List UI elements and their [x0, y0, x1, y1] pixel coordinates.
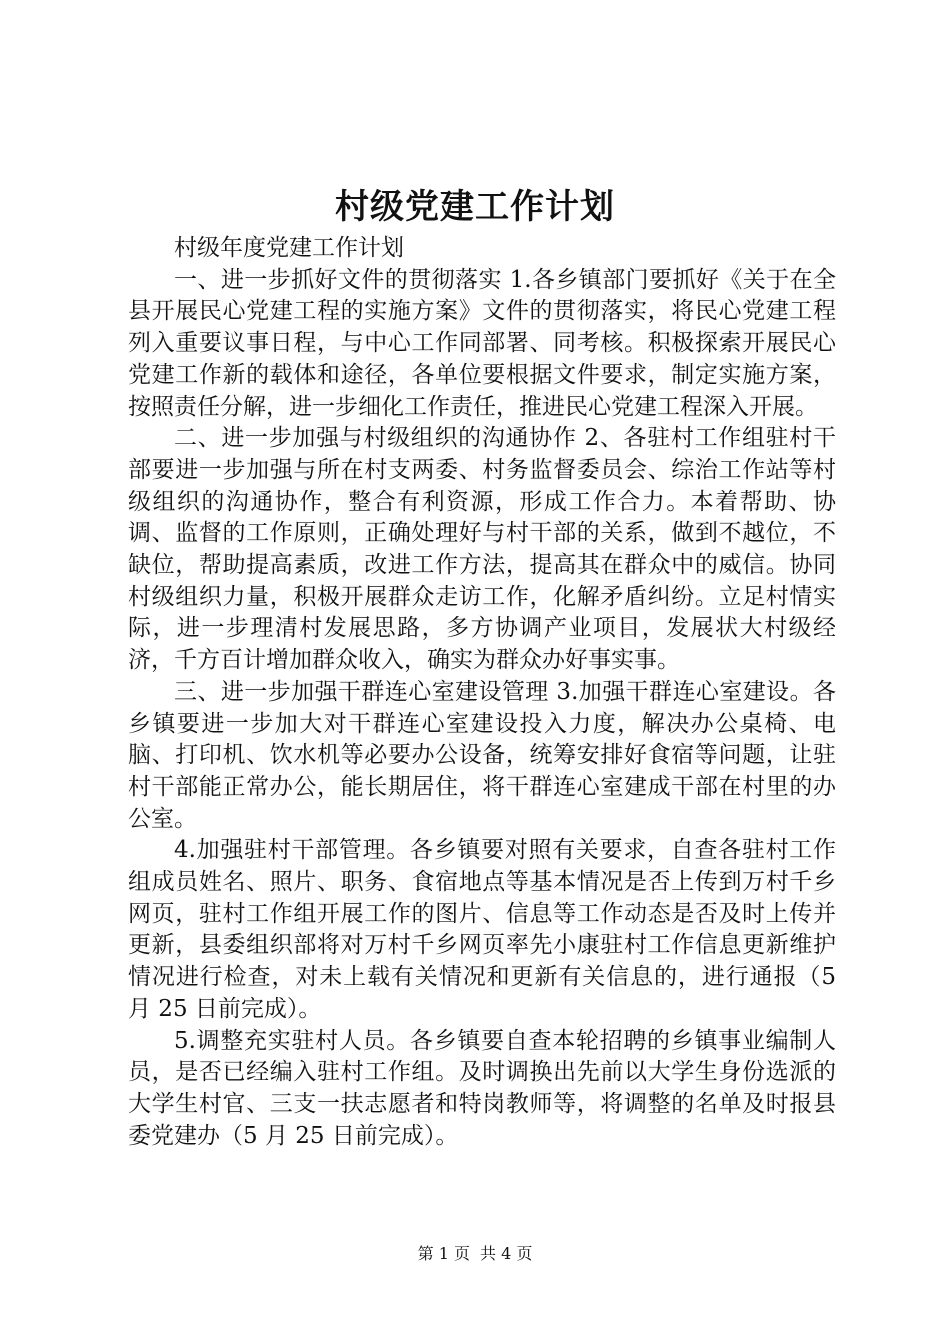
paragraph-item-5: 5.调整充实驻村人员。各乡镇要自查本轮招聘的乡镇事业编制人员，是否已经编入驻村工作组。及时调换出先前以大学生身份选派的大学生村官、三支一扶志愿者和特岗教师等，将调整的名单及时报县委党建办（5 月 25 日前完成）。 [128, 1027, 836, 1149]
document-body [128, 233, 836, 1152]
page-footer [0, 1243, 950, 1265]
page-number: 第 1 页 [417, 1244, 470, 1263]
page-total: 共 4 页 [480, 1244, 533, 1263]
paragraph-section-1: 一、进一步抓好文件的贯彻落实 1.各乡镇部门要抓好《关于在全县开展民心党建工程的实施方案》文件的贯彻落实，将民心党建工程列入重要议事日程，与中心工作同部署、同考核。积极探索开展民心党建工作新的载体和途径，各单位要根据文件要求，制定实施方案，按照责任分解，进一步细化工作责任，推进民心党建工程深入开展。 [128, 266, 836, 420]
paragraph-item-4: 4.加强驻村干部管理。各乡镇要对照有关要求，自查各驻村工作组成员姓名、照片、职务、食宿地点等基本情况是否上传到万村千乡网页，驻村工作组开展工作的图片、信息等工作动态是否及时上传并更新，县委组织部将对万村千乡网页率先小康驻村工作信息更新维护情况进行检查，对未上载有关情况和更新有关信息的，进行通报（5 月 25 日前完成）。 [128, 837, 836, 1022]
paragraph-subtitle: 村级年度党建工作计划 [174, 235, 404, 261]
paragraph-section-3: 三、进一步加强干群连心室建设管理 3.加强干群连心室建设。各乡镇要进一步加大对干群连心室建设投入力度，解决办公桌椅、电脑、打印机、饮水机等必要办公设备，统筹安排好食宿等问题，让驻村干部能正常办公，能长期居住，将干群连心室建成干部在村里的办公室。 [128, 678, 836, 832]
document-title: 村级党建工作计划 [335, 187, 615, 227]
paragraph-section-2: 二、进一步加强与村级组织的沟通协作 2、各驻村工作组驻村干部要进一步加强与所在村支两委、村务监督委员会、综治工作站等村级组织的沟通协作，整合有利资源，形成工作合力。本着帮助、协调、监督的工作原则，正确处理好与村干部的关系，做到不越位，不缺位，帮助提高素质，改进工作方法，提高其在群众中的威信。协同村级组织力量，积极开展群众走访工作，化解矛盾纠纷。立足村情实际，进一步理清村发展思路，多方协调产业项目，发展状大村级经济，千方百计增加群众收入，确实为群众办好事实事。 [128, 425, 836, 674]
